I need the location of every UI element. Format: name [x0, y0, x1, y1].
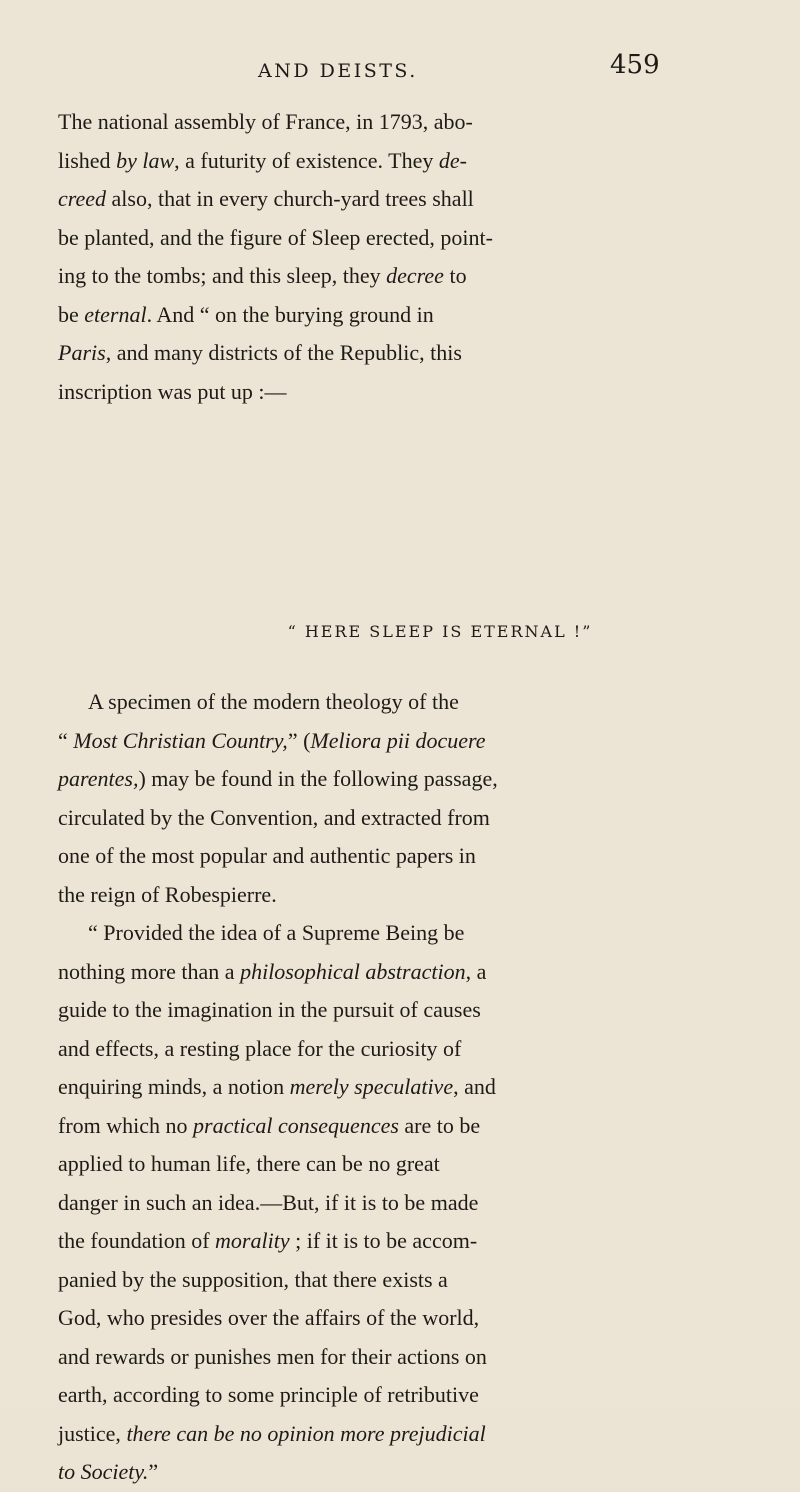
text-line	[58, 1068, 744, 1107]
italic-run: eternal	[84, 301, 147, 327]
paragraph-quotation	[58, 914, 744, 1492]
text-run: ) may be found in the following passage,	[138, 766, 498, 791]
page-number: 459	[610, 50, 660, 80]
text-line: A specimen of the modern theology of the	[88, 689, 459, 714]
text-line: creed also, that in every church-yard trees shall	[58, 186, 474, 211]
paragraph-specimen	[58, 683, 744, 914]
italic-run: de-	[438, 147, 467, 173]
italic-run: practical consequences	[193, 1112, 399, 1138]
italic-run: decree	[386, 263, 444, 288]
text-run: from which no	[58, 1112, 194, 1138]
text-run: , and	[453, 1074, 496, 1099]
italic-run: Paris	[58, 340, 106, 365]
italic-run: Most Christian Country,	[73, 727, 288, 753]
italic-run: there can be no opinion more prejudicial	[126, 1420, 486, 1446]
text-line: applied to human life, there can be no great	[58, 1151, 440, 1176]
italic-run: Meliora pii docuere	[310, 727, 486, 753]
text-line: and effects, a resting place for the curiosity of	[58, 1035, 462, 1061]
text-line: and rewards or punishes men for their actions on	[58, 1343, 487, 1369]
text-line	[58, 953, 744, 992]
text-line	[58, 722, 744, 761]
paragraph-assembly	[58, 103, 744, 411]
text-line: guide to the imagination in the pursuit of causes	[58, 997, 481, 1022]
text-line: be planted, and the figure of Sleep erected, point-	[58, 224, 493, 250]
text-line: be eternal. And “ on the burying ground in	[58, 301, 434, 327]
text-line: The national assembly of France, in 1793, abo-	[58, 109, 473, 134]
italic-run: to Society.	[58, 1459, 149, 1484]
text-line: Paris, and many districts of the Republic, this	[58, 340, 462, 365]
text-line	[58, 1222, 744, 1261]
text-line: inscription was put up :—	[58, 378, 287, 404]
text-line: earth, according to some principle of retributive	[58, 1382, 479, 1407]
text-line	[58, 760, 744, 799]
text-run: nothing more than a	[58, 958, 241, 984]
text-run: ; if it is to be accom-	[289, 1228, 478, 1253]
text-run: are to be	[398, 1112, 481, 1138]
text-run: ” (	[287, 727, 311, 753]
text-line: ing to the tombs; and this sleep, they decree to	[58, 263, 467, 288]
text-line: God, who presides over the affairs of the world,	[58, 1305, 480, 1330]
text-line: “ Provided the idea of a Supreme Being be	[88, 920, 465, 945]
italic-run: parentes,	[58, 766, 139, 791]
inscription-text: “ HERE SLEEP IS ETERNAL !”	[287, 622, 593, 641]
text-line: lished by law, a futurity of existence. They de-	[58, 147, 467, 173]
italic-run: creed	[58, 186, 107, 211]
running-head: AND DEISTS.	[258, 60, 418, 82]
italic-run: by law	[116, 147, 175, 173]
text-line	[58, 1107, 744, 1146]
italic-run: morality	[215, 1228, 290, 1253]
text-run: , a	[465, 958, 487, 984]
text-run: justice,	[58, 1420, 127, 1446]
italic-run: merely speculative	[289, 1074, 454, 1099]
text-line	[58, 1415, 744, 1454]
text-run: enquiring minds, a notion	[58, 1074, 290, 1099]
text-line: one of the most popular and authentic papers in	[58, 843, 476, 868]
text-line: panied by the supposition, that there exists a	[58, 1266, 448, 1292]
text-line: circulated by the Convention, and extracted from	[58, 804, 490, 830]
text-line: the reign of Robespierre.	[58, 881, 277, 907]
text-run: “	[58, 727, 74, 753]
italic-run: philosophical abstraction	[240, 958, 466, 984]
text-run: the foundation of	[58, 1228, 216, 1253]
text-line	[58, 1453, 744, 1492]
text-line: danger in such an idea.—But, if it is to be made	[58, 1189, 479, 1215]
inscription	[0, 622, 800, 641]
text-run: ”	[148, 1459, 159, 1484]
